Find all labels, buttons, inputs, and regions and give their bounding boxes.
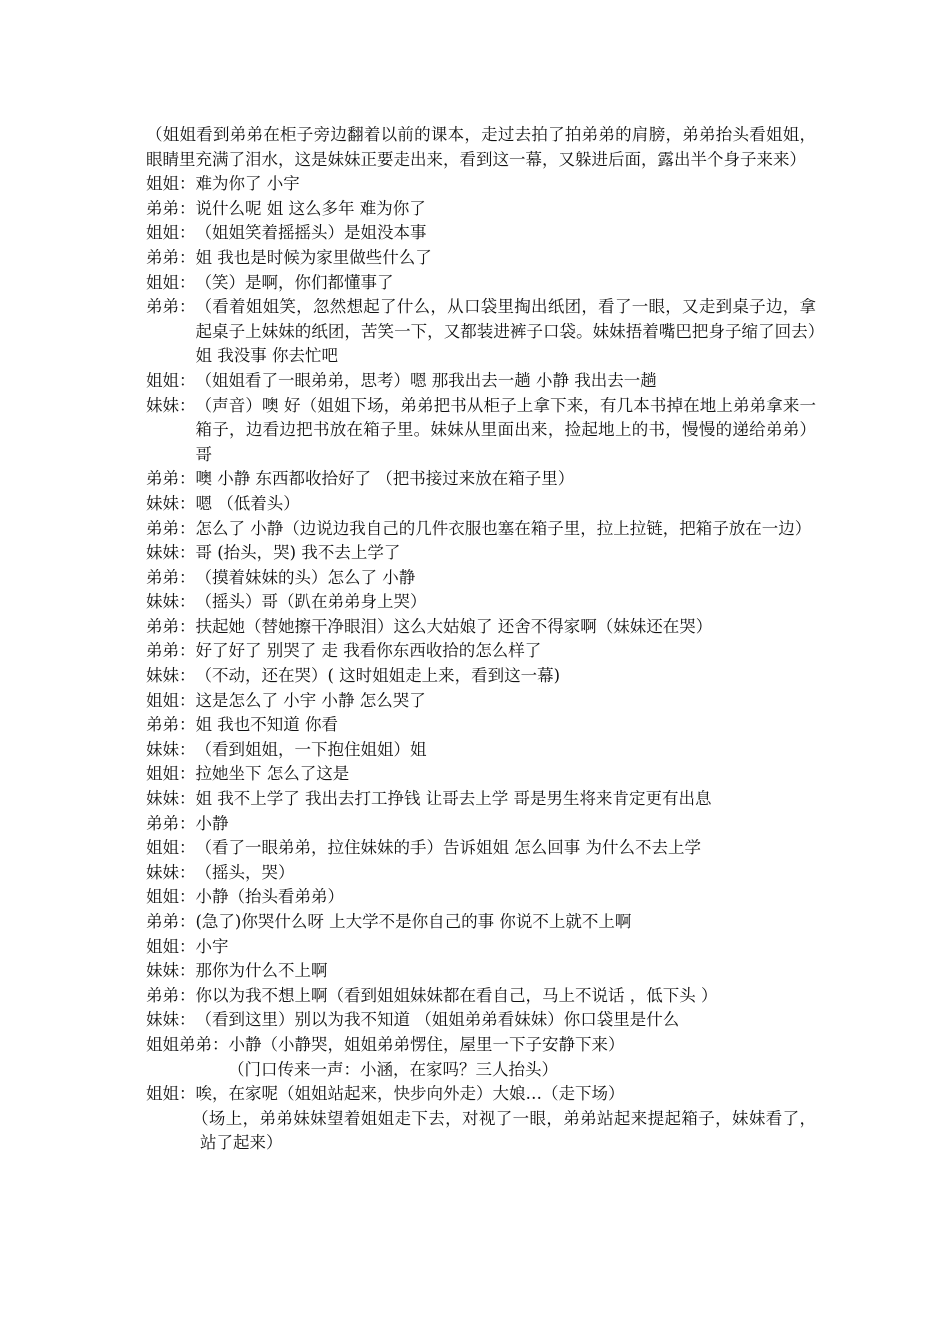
speaker-name: 弟弟：	[146, 641, 196, 661]
speaker-name: 妹妹：	[146, 1010, 196, 1030]
line-text: 这是怎么了 小宇 小静 怎么哭了	[195, 690, 426, 710]
dialogue-line	[146, 812, 816, 837]
line-text: （场上，弟弟妹妹望着姐姐走下去，对视了一眼，弟弟站起来提起箱子，妹妹看了，站了起来）	[192, 1108, 816, 1153]
line-text: （姐姐看到弟弟在柜子旁边翻着以前的课本，走过去拍了拍弟弟的肩膀，弟弟抬头看姐姐，眼睛里充满了泪水，这是妹妹正要走出来，看到这一幕，又躲进后面，露出半个身子来来）	[146, 125, 816, 169]
dialogue-line	[146, 197, 816, 222]
speaker-name: 妹妹：	[146, 592, 196, 612]
speaker-name: 姐姐：	[146, 936, 196, 956]
speaker-name: 弟弟：	[146, 813, 196, 833]
speaker-name: 妹妹：	[146, 395, 196, 415]
stage-direction	[146, 123, 816, 172]
dialogue-line	[146, 1008, 816, 1033]
speaker-name: 弟弟：	[146, 469, 196, 489]
line-text: 那你为什么不上啊	[195, 961, 328, 981]
speaker-name: 妹妹：	[146, 739, 196, 759]
dialogue-line	[146, 689, 816, 714]
speaker-name: 弟弟：	[146, 247, 196, 267]
dialogue-line	[146, 492, 816, 517]
line-text: （声音）噢 好（姐姐下场，弟弟把书从柜子上拿下来，有几本书掉在地上弟弟拿来一箱子，边看边把书放在箱子里。妹妹从里面出来，捡起地上的书，慢慢的递给弟弟）哥	[195, 395, 816, 464]
speaker-name: 妹妹：	[146, 543, 196, 563]
speaker-name: 妹妹：	[146, 789, 196, 809]
dialogue-line	[146, 590, 816, 615]
dialogue-line	[146, 1033, 816, 1058]
line-text: （看到这里）别以为我不知道 （姐姐弟弟看妹妹）你口袋里是什么	[195, 1010, 680, 1030]
line-text: 姐 我不上学了 我出去打工挣钱 让哥去上学 哥是男生将来肯定更有出息	[195, 789, 712, 809]
speaker-name: 姐姐：	[146, 838, 196, 858]
dialogue-line	[146, 394, 816, 468]
dialogue-line	[146, 246, 816, 271]
speaker-name: 妹妹：	[146, 961, 196, 981]
dialogue-line	[146, 566, 816, 591]
speaker-name: 弟弟：	[146, 518, 196, 538]
speaker-name: 姐姐弟弟：	[146, 1034, 229, 1054]
line-text: 好了好了 别哭了 走 我看你东西收拾的怎么样了	[195, 641, 542, 661]
speaker-name: 姐姐：	[146, 1084, 196, 1104]
line-text: (急了)你哭什么呀 上大学不是你自己的事 你说不上就不上啊	[195, 912, 632, 931]
line-text: 姐 我也是时候为家里做些什么了	[195, 247, 432, 267]
speaker-name: 弟弟：	[146, 912, 196, 931]
dialogue-line	[146, 935, 816, 960]
dialogue-line	[146, 738, 816, 763]
dialogue-line	[146, 861, 816, 886]
speaker-name: 姐姐：	[146, 690, 196, 710]
dialogue-line	[146, 639, 816, 664]
line-text: 说什么呢 姐 这么多年 难为你了	[195, 198, 426, 218]
speaker-name: 弟弟：	[146, 567, 196, 587]
speaker-name: 姐姐：	[146, 887, 196, 907]
speaker-name: 弟弟：	[146, 715, 196, 735]
speaker-name: 妹妹：	[146, 493, 196, 513]
line-text: 唉，在家呢（姐姐站起来，快步向外走）大娘…（走下场）	[195, 1084, 625, 1104]
speaker-name: 弟弟：	[146, 616, 196, 636]
speaker-name: 弟弟：	[146, 297, 196, 317]
script-body	[146, 123, 816, 1156]
line-text: （姐姐看了一眼弟弟，思考）嗯 那我出去一趟 小静 我出去一趟	[195, 370, 657, 390]
line-text: 怎么了 小静（边说边我自己的几件衣服也塞在箱子里，拉上拉链，把箱子放在一边）	[195, 518, 812, 538]
line-text: 哥 (抬头，哭) 我不去上学了	[195, 543, 401, 563]
line-text: 小宇	[195, 936, 229, 956]
speaker-name: 姐姐：	[146, 370, 196, 390]
speaker-name: 姐姐：	[146, 764, 196, 784]
stage-direction	[146, 1058, 816, 1083]
dialogue-line	[146, 959, 816, 984]
line-text: 姐 我也不知道 你看	[195, 715, 338, 735]
line-text: 嗯 （低着头）	[195, 493, 300, 513]
speaker-name: 弟弟：	[146, 985, 196, 1005]
line-text: 难为你了 小宇	[195, 174, 300, 194]
line-text: （看着姐姐笑，忽然想起了什么，从口袋里掏出纸团，看了一眼，又走到桌子边，拿起桌子上妹妹的纸团，苦笑一下，又都装进裤子口袋。妹妹捂着嘴巴把身子缩了回去）姐 我没事 你去忙吧	[195, 297, 816, 366]
line-text: （摇头，哭）	[195, 862, 295, 882]
line-text: （看到姐姐，一下抱住姐姐）姐	[195, 739, 427, 759]
dialogue-line	[146, 885, 816, 910]
speaker-name: 姐姐：	[146, 272, 196, 292]
dialogue-line	[146, 221, 816, 246]
line-text: （看了一眼弟弟，拉住妹妹的手）告诉姐姐 怎么回事 为什么不去上学	[195, 838, 701, 858]
dialogue-line	[146, 541, 816, 566]
dialogue-line	[146, 517, 816, 542]
speaker-name: 弟弟：	[146, 198, 196, 218]
line-text: （摇头）哥（趴在弟弟身上哭）	[195, 592, 427, 612]
dialogue-line	[146, 295, 816, 369]
dialogue-line	[146, 271, 816, 296]
dialogue-line	[146, 910, 816, 935]
dialogue-line	[146, 836, 816, 861]
dialogue-line	[146, 615, 816, 640]
speaker-name: 姐姐：	[146, 223, 196, 243]
line-text: 噢 小静 东西都收拾好了 （把书接过来放在箱子里）	[195, 469, 575, 489]
line-text: 你以为我不想上啊（看到姐姐妹妹都在看自己，马上不说话 ，低下头 ）	[195, 985, 718, 1005]
line-text: 小静（抬头看弟弟）	[195, 887, 344, 907]
line-text: （不动，还在哭）( 这时姐姐走上来，看到这一幕)	[195, 666, 561, 686]
dialogue-line	[146, 984, 816, 1009]
dialogue-line	[146, 762, 816, 787]
dialogue-line	[146, 467, 816, 492]
speaker-name: 妹妹：	[146, 666, 196, 686]
dialogue-line	[146, 713, 816, 738]
line-text: 扶起她（替她擦干净眼泪）这么大姑娘了 还舍不得家啊（妹妹还在哭）	[195, 616, 713, 636]
dialogue-line	[146, 664, 816, 689]
line-text: 小静（小静哭，姐姐弟弟愣住，屋里一下子安静下来）	[228, 1034, 625, 1054]
line-text: （笑）是啊，你们都懂事了	[195, 272, 394, 292]
dialogue-line	[146, 787, 816, 812]
line-text: （姐姐笑着摇摇头）是姐没本事	[195, 223, 427, 243]
stage-direction	[146, 1107, 816, 1156]
line-text: 拉她坐下 怎么了这是	[195, 764, 350, 784]
dialogue-line	[146, 369, 816, 394]
dialogue-line	[146, 172, 816, 197]
dialogue-line	[146, 1082, 816, 1107]
line-text: （门口传来一声：小涵，在家吗？三人抬头）	[228, 1059, 558, 1079]
speaker-name: 妹妹：	[146, 862, 196, 882]
line-text: （摸着妹妹的头）怎么了 小静	[195, 567, 416, 587]
line-text: 小静	[195, 813, 229, 833]
speaker-name: 姐姐：	[146, 174, 196, 194]
